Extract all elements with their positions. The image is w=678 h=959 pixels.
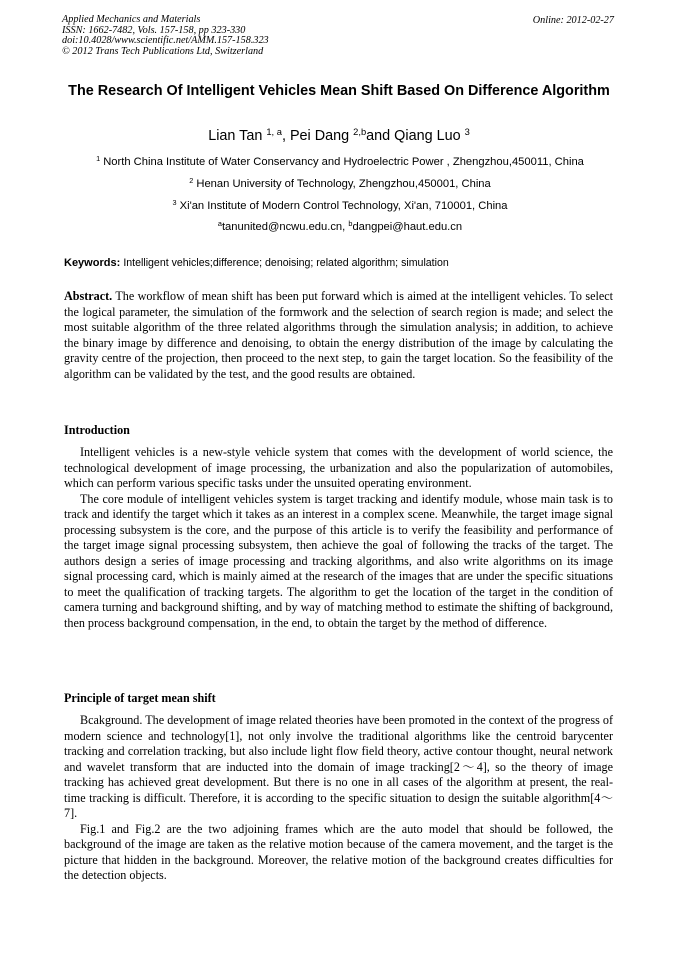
issn-line: ISSN: 1662-7482, Vols. 157-158, pp 323-330	[62, 24, 246, 36]
abstract-label: Abstract.	[64, 289, 113, 303]
affiliation-number: 1	[96, 154, 101, 163]
paragraph: Fig.1 and Fig.2 are the two adjoining frames which are the auto model that should be followed, the background of the image are taken as the relative motion because of the camera movement, and the target is the picture that hidden in the background. Moreover, the relative motion of the background creates difficulties for the detection objects.	[64, 821, 613, 882]
author-name: Qiang Luo	[394, 128, 461, 144]
affiliation-number: 3	[172, 198, 177, 207]
author-name: Lian Tan	[208, 128, 263, 144]
abstract	[64, 289, 613, 382]
paragraph: Intelligent vehicles is a new-style vehicle system that comes with the development of world science, the technological development of image processing, the urbanization and also the popularization of automobiles, which can perform various specific tasks under the unsuited operating environment.	[64, 445, 613, 490]
affiliation-text: Xi'an Institute of Modern Control Technology, Xi'an, 710001, China	[179, 200, 508, 212]
email-b: dangpei@haut.edu.cn	[352, 221, 463, 233]
email-mark: a	[217, 219, 222, 228]
author-affiliation-mark: 3	[464, 126, 470, 137]
email-mark: b	[348, 219, 353, 228]
section-heading-introduction: Introduction	[64, 423, 130, 437]
affiliation-number: 2	[189, 176, 194, 185]
affiliation-2	[60, 178, 620, 190]
author-name: Pei Dang	[289, 128, 350, 144]
email-a: tanunited@ncwu.edu.cn,	[221, 221, 346, 233]
author-affiliation-mark: 2,b	[353, 126, 367, 137]
principle-body	[64, 713, 613, 884]
author-emails	[60, 221, 620, 233]
keywords	[64, 257, 624, 269]
copyright-line: © 2012 Trans Tech Publications Ltd, Switzerland	[62, 45, 264, 57]
affiliation-text: Henan University of Technology, Zhengzhou,450001, China	[196, 178, 491, 190]
doi-line: doi:10.4028/www.scientific.net/AMM.157-158.323	[62, 35, 269, 47]
abstract-text: The workflow of mean shift has been put forward which is aimed at the intelligent vehicles. To select the logical parameter, the simulation of the formwork and the selection of search region is made; and select the most suitable algorithm of the three related algorithms through the simulation analysis; in addition, to achieve the binary image by difference and denoising, to obtain the energy distribution of the image by calculating the gravity centre of the projection, then proceed to the next step, to gain the target location. So the feasibility of the algorithm can be validated by the test, and the good results are obtained.	[64, 289, 613, 381]
paragraph: The core module of intelligent vehicles system is target tracking and identify module, whose main task is to track and identify the target which it takes as an interest in a complex scene. Meanwhile, the target image signal processing subsystem is the core, and the purpose of this article is to verify the feasibility and performance of the target image signal processing subsystem, then achieve the goal of following the tracks of the target. The authors design a series of image processing and tracking algorithms, and also write algorithms on its image signal processing card, which is mainly aimed at the research of the images that are under the specific situations to meet the qualification of tracking targets. The algorithm to get the location of the target in the condition of camera turning and background shifting, and by way of matching method to estimate the shifting of background, then process background compensation, in the end, to obtain the target by the method of difference.	[64, 491, 613, 630]
online-date: Online: 2012-02-27	[532, 15, 614, 26]
section-heading-principle: Principle of target mean shift	[64, 691, 216, 705]
introduction-body	[64, 445, 613, 631]
keywords-text: Intelligent vehicles;difference; denoising; related algorithm; simulation	[123, 257, 449, 269]
journal-name: Applied Mechanics and Materials	[62, 14, 201, 25]
keywords-label: Keywords:	[64, 257, 121, 269]
paper-title: The Research Of Intelligent Vehicles Mean Shift Based On Difference Algorithm	[68, 83, 610, 99]
paragraph: Bcakground. The development of image related theories have been promoted in the context of the progress of modern science and technology[1], not only involve the traditional algorithms like the centroid barycenter tracking and correlation tracking, but also include light flow field theory, active contour thought, neural network and wavelet transform that are inducted into the domain of image tracking[2～4], so the theory of image tracking has achieved great development. But there is no one in all cases of the algorithm at present, the real-time tracking is difficult. Therefore, it is according to the specific situation to design the suitable algorithm[4～7].	[64, 713, 613, 820]
affiliation-text: North China Institute of Water Conservancy and Hydroelectric Power , Zhengzhou,450011, China	[103, 156, 584, 168]
journal-meta	[62, 15, 269, 57]
affiliation-1	[60, 156, 620, 168]
affiliation-3	[60, 200, 620, 212]
author-list: Lian Tan $^{1, a}$, Pei Dang $^{2,b}$and Qiang Luo $^3$	[208, 126, 470, 144]
author-affiliation-mark: 1, a	[266, 126, 282, 137]
